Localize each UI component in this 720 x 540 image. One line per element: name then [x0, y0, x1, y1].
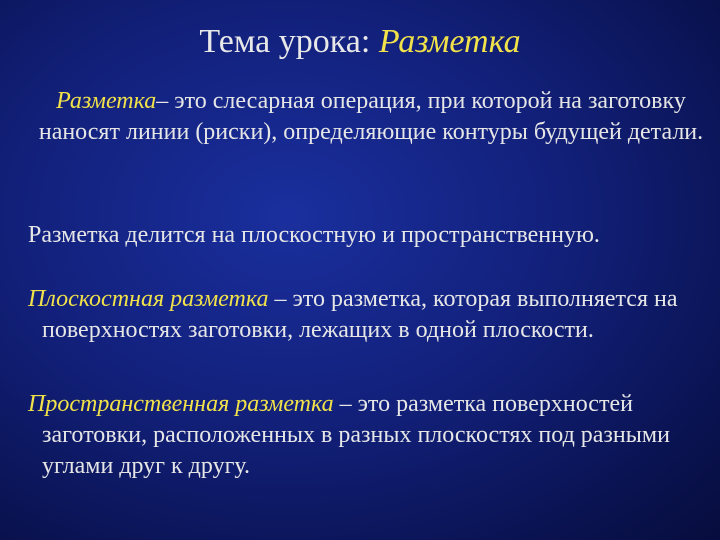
definition	[28, 86, 714, 148]
definition-term: Разметка	[56, 88, 157, 114]
paragraph-planar	[28, 284, 720, 346]
title-accent: Разметка	[378, 23, 521, 60]
spatial-text: – это разметка поверхностей заготовки, расположенных в разных плоскостях под разными углами друг к другу.	[42, 391, 670, 479]
slide-title	[0, 20, 720, 64]
planar-term: Плоскостная разметка	[28, 286, 269, 312]
paragraph-types	[28, 220, 720, 251]
planar-text: – это разметка, которая выполняется на поверхностях заготовки, лежащих в одной плоскости.	[42, 286, 678, 343]
title-prefix: Тема урока:	[199, 23, 379, 60]
paragraph-spatial	[28, 389, 720, 482]
spatial-term: Пространственная разметка	[28, 391, 334, 417]
paragraph-types-text: Разметка делится на плоскостную и пространственную.	[28, 222, 600, 248]
definition-text: – это слесарная операция, при которой на заготовку наносят линии (риски), определяющие контуры будущей детали.	[38, 88, 704, 145]
